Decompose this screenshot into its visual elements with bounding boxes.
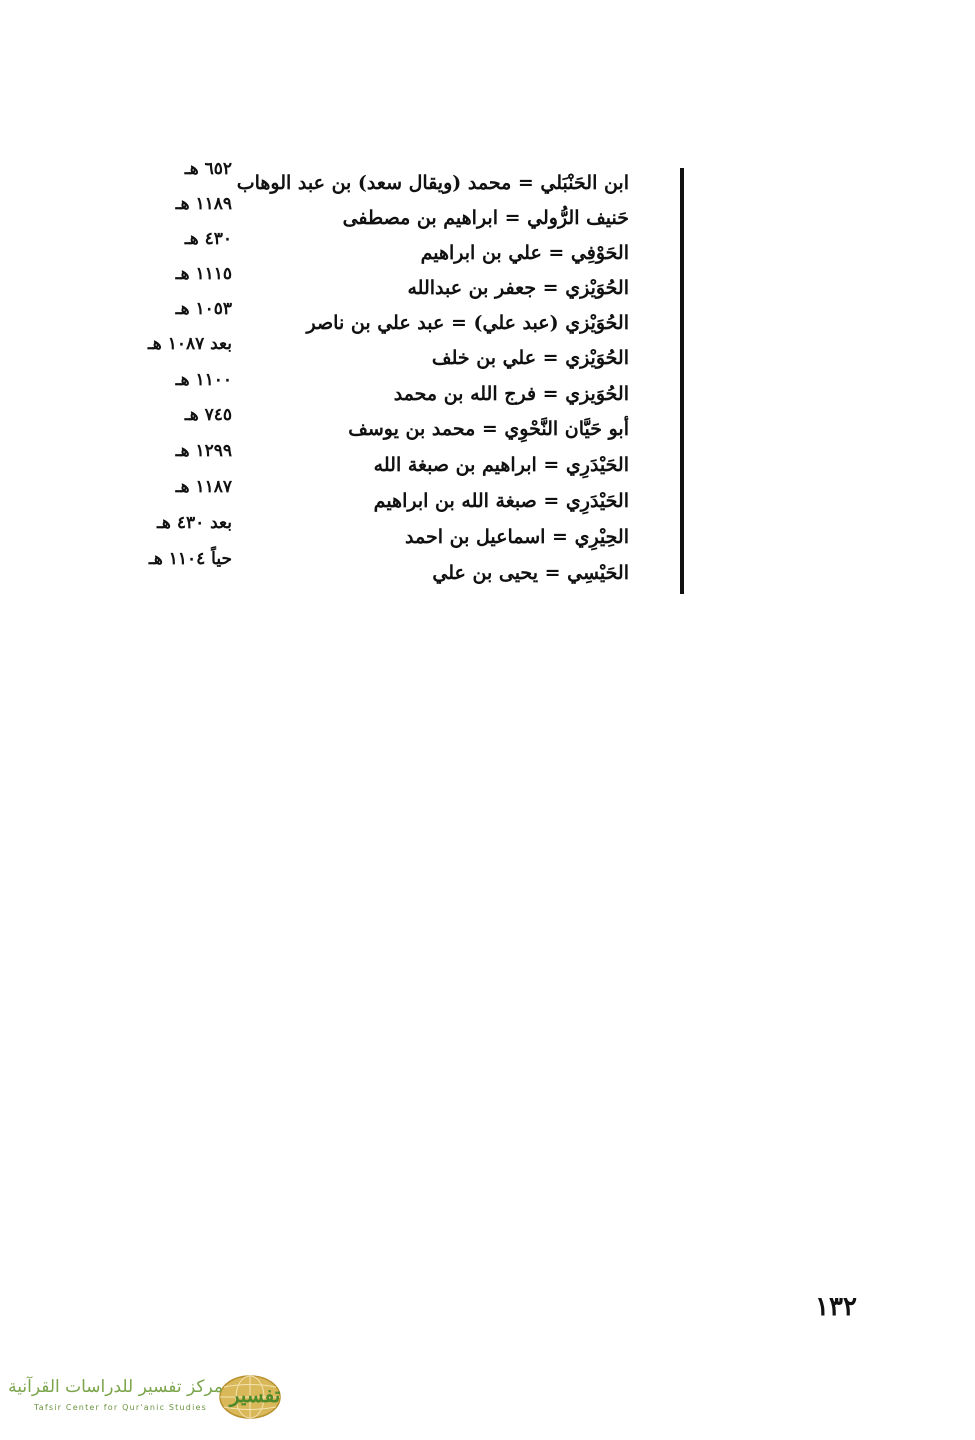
- entry-row: [0, 513, 975, 554]
- entry-row: [0, 441, 975, 482]
- entry-name: حَنيف الرُّولي = ابراهيم بن مصطفى: [342, 207, 629, 229]
- entry-row: [0, 299, 975, 340]
- entry-name: الحُوَيزي = فرج الله بن محمد: [393, 383, 629, 405]
- entry-row: [0, 549, 975, 590]
- footer-logo: [8, 1372, 288, 1428]
- entry-date: بعد ١٠٨٧ هـ: [147, 334, 232, 354]
- entry-date: ١١٨٩ هـ: [175, 194, 232, 214]
- entry-date: ١٠٥٣ هـ: [175, 299, 232, 319]
- logo-english-name: Tafsir Center for Qur'anic Studies: [34, 1403, 207, 1412]
- page-number: ١٣٢: [815, 1292, 857, 1322]
- entry-date: ٤٣٠ هـ: [184, 229, 232, 249]
- entry-date: ١٢٩٩ هـ: [175, 441, 232, 461]
- entry-list: [0, 0, 975, 620]
- entry-date: بعد ٤٣٠ هـ: [156, 513, 232, 533]
- entry-name: الحِيْرِي = اسماعيل بن احمد: [405, 526, 629, 548]
- entry-date: ١١٠٠ هـ: [175, 370, 232, 390]
- entry-date: حياً ١١٠٤ هـ: [148, 549, 232, 569]
- entry-name: الحَيْدَرِي = ابراهيم بن صبغة الله: [373, 454, 629, 476]
- entry-name: الحَيْدَرِي = صبغة الله بن ابراهيم: [373, 490, 629, 512]
- entry-name: أبو حَيَّان النَّحْوِي = محمد بن يوسف: [348, 418, 629, 440]
- entry-name: الحُوَيْزي (عبد علي) = عبد علي بن ناصر: [306, 312, 629, 334]
- entry-row: [0, 405, 975, 446]
- entry-date: ٦٥٢ هـ: [184, 159, 232, 179]
- entry-row: [0, 477, 975, 518]
- logo-arabic-name: مركز تفسير للدراسات القرآنية: [8, 1377, 223, 1397]
- entry-row: [0, 264, 975, 305]
- entry-name: الحُوَيْزي = جعفر بن عبدالله: [407, 277, 629, 299]
- entry-name: ابن الحَنْبَلي = محمد (ويقال سعد) بن عبد الوهاب: [236, 172, 629, 194]
- entry-date: ١١١٥ هـ: [175, 264, 232, 284]
- entry-name: الحَوْفِي = علي بن ابراهيم: [420, 242, 629, 264]
- entry-name: الحُوَيْزي = علي بن خلف: [431, 347, 629, 369]
- entry-date: ١١٨٧ هـ: [175, 477, 232, 497]
- entry-row: [0, 370, 975, 411]
- entry-row: [0, 194, 975, 235]
- entry-name: الحَيْسِي = يحيى بن علي: [432, 562, 629, 584]
- entry-row: [0, 159, 975, 200]
- entry-date: ٧٤٥ هـ: [184, 405, 232, 425]
- logo-wordmark: تفسير: [229, 1383, 281, 1407]
- entry-row: [0, 334, 975, 375]
- entry-row: [0, 229, 975, 270]
